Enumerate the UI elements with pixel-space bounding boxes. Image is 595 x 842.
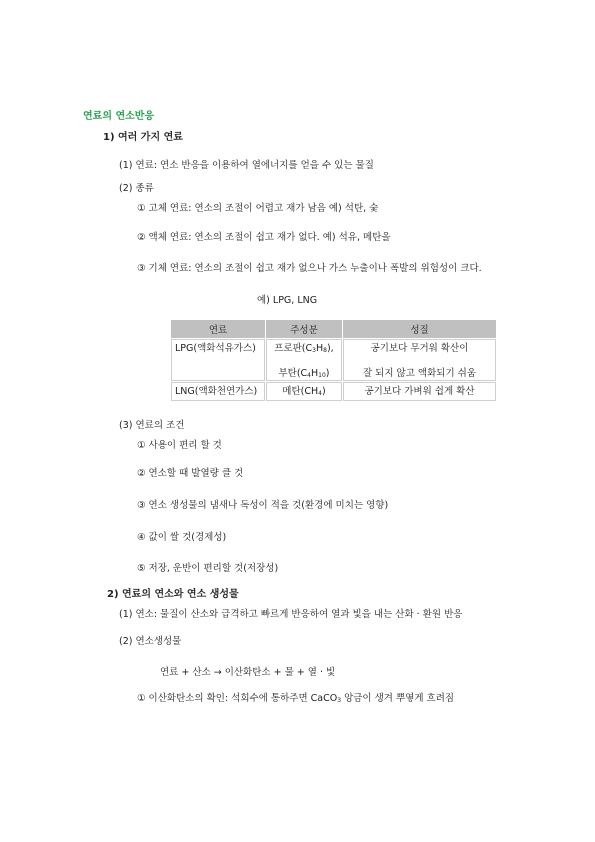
table-header: 연료 — [171, 320, 265, 338]
table-cell — [171, 382, 265, 401]
table-header: 성질 — [343, 320, 496, 338]
condition-item: ⑤ 저장, 운반이 편리할 것(저장성) — [137, 563, 279, 574]
table-cell — [266, 382, 342, 401]
table-header: 주성분 — [266, 320, 342, 338]
types-heading: (2) 종류 — [119, 183, 154, 194]
part1-heading: 1) 여러 가지 연료 — [103, 132, 183, 143]
table-cell — [171, 339, 265, 381]
table-cell — [343, 339, 496, 381]
conditions-heading: (3) 연료의 조건 — [119, 420, 185, 431]
combustion-definition: (1) 연소: 물질이 산소와 급격하고 빠르게 반응하여 열과 빛을 내는 산화 · 환원 반응 — [119, 609, 463, 620]
lpg-name: LPG(액화석유가스) — [175, 343, 256, 354]
table-cell — [343, 382, 496, 401]
gas-example: 예) LPG, LNG — [257, 295, 318, 306]
condition-item: ③ 연소 생성물의 냄새나 독성이 적을 것(환경에 미치는 영향) — [137, 500, 389, 511]
lpg-component-propane: 프로판$(C_3H_8)$, — [274, 343, 334, 354]
lpg-property-line2: 잘 되지 않고 액화되기 쉬움 — [362, 368, 477, 379]
type-liquid: ② 액체 연료: 연소의 조절이 쉽고 재가 없다. 예) 석유, 메탄올 — [137, 232, 391, 243]
type-solid: ① 고체 연료: 연소의 조절이 어렵고 재가 남음 예) 석탄, 숯 — [137, 203, 379, 214]
lpg-property-line1: 공기보다 무거워 확산이 — [370, 343, 469, 354]
lng-name: LNG(액화천연가스) — [175, 386, 258, 397]
lng-component: 메탄$(CH_4)$ — [282, 386, 326, 397]
part2-heading: 2) 연료의 연소와 연소 생성물 — [107, 589, 239, 600]
table-header-row — [171, 320, 496, 338]
table-row — [171, 382, 496, 401]
table-cell — [266, 339, 342, 381]
lng-property: 공기보다 가벼워 쉽게 확산 — [364, 386, 475, 397]
condition-item: ② 연소할 때 발열량 클 것 — [137, 468, 244, 479]
combustion-equation: 연료 + 산소 → 이산화탄소 + 물 + 열 · 빛 — [160, 667, 336, 678]
co2-check: ① 이산화탄소의 확인: 석회수에 통하주면 CaCO$_3$ 앙금이 생겨 뿌옇게 흐려짐 — [137, 693, 455, 704]
fuel-definition: (1) 연료: 연소 반응을 이용하여 열에너지를 얻을 수 있는 물질 — [119, 160, 374, 171]
fuel-table — [170, 319, 497, 402]
condition-item: ① 사용이 편리 할 것 — [137, 440, 222, 451]
section-title: 연료의 연소반응 — [83, 111, 155, 122]
condition-item: ④ 값이 쌀 것(경제성) — [137, 532, 227, 543]
type-gas: ③ 기체 연료: 연소의 조절이 쉽고 재가 없으나 가스 누출이나 폭발의 위험성이 크다. — [137, 263, 482, 274]
products-heading: (2) 연소생성물 — [119, 636, 182, 647]
table-row — [171, 339, 496, 381]
lpg-component-butane: 부탄$(C_4H_{10})$ — [278, 368, 330, 379]
